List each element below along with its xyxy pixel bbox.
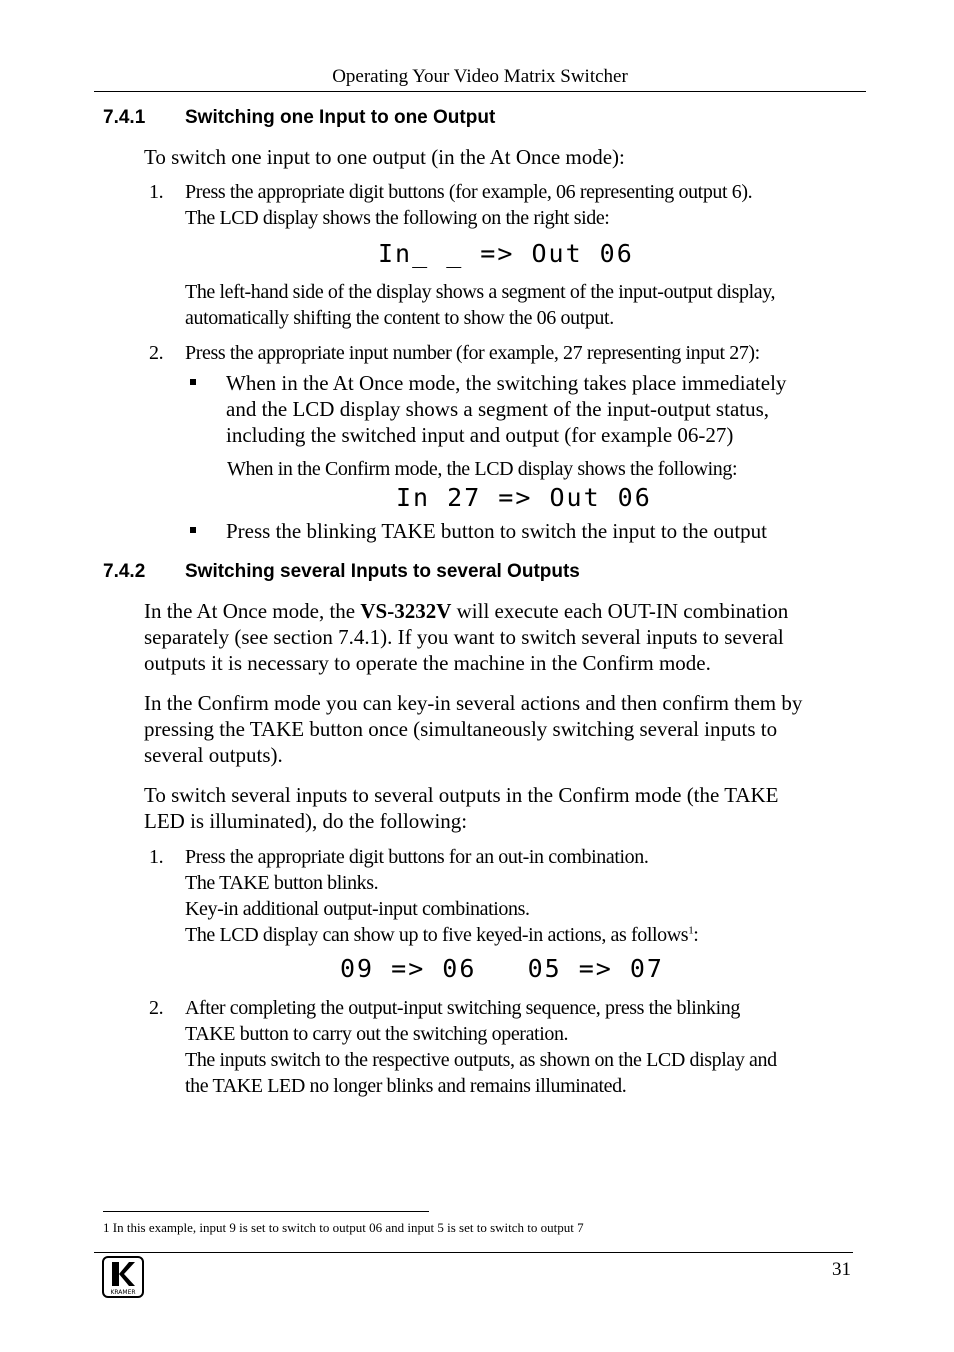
list-marker: 2. bbox=[149, 342, 164, 364]
step-text-line: the TAKE LED no longer blinks and remains illuminated. bbox=[185, 1075, 627, 1097]
paragraph-line: outputs it is necessary to operate the machine in the Confirm mode. bbox=[144, 651, 711, 675]
footnote-divider bbox=[103, 1211, 429, 1212]
lcd-display-example: In 27 => Out 06 bbox=[396, 483, 652, 512]
section-title: Switching one Input to one Output bbox=[185, 107, 496, 128]
section-number: 7.4.2 bbox=[103, 561, 146, 582]
header-divider bbox=[94, 91, 866, 92]
step-text-line: TAKE button to carry out the switching operation. bbox=[185, 1023, 569, 1045]
paragraph-line: In the Confirm mode you can key-in several actions and then confirm them by bbox=[144, 691, 803, 715]
paragraph-line: To switch several inputs to several outputs in the Confirm mode (the TAKE bbox=[144, 783, 779, 807]
step-text-line: The TAKE button blinks. bbox=[185, 872, 379, 894]
text-run: In the At Once mode, the bbox=[144, 599, 361, 623]
confirm-mode-note: When in the Confirm mode, the LCD display shows the following: bbox=[227, 458, 738, 480]
paragraph-several bbox=[144, 782, 864, 834]
list-marker: 1. bbox=[149, 846, 164, 868]
model-name: VS-3232V bbox=[360, 599, 452, 623]
step-text-line: Press the appropriate digit buttons (for example, 06 representing output 6). bbox=[185, 181, 753, 203]
step-text-line: After completing the output-input switching sequence, press the blinking bbox=[185, 997, 740, 1019]
step-text-line: The left-hand side of the display shows a segment of the input-output display, bbox=[185, 281, 776, 303]
paragraph-line: separately (see section 7.4.1). If you want to switch several inputs to several bbox=[144, 625, 784, 649]
step-text-line: automatically shifting the content to show the 06 output. bbox=[185, 307, 614, 329]
section-number: 7.4.1 bbox=[103, 107, 146, 128]
text-run: : bbox=[693, 924, 699, 946]
bullet-text-line: and the LCD display shows a segment of the input-output status, bbox=[226, 397, 770, 421]
logo-text: KRAMER bbox=[110, 1289, 136, 1296]
footnote-reference[interactable]: 1 bbox=[688, 924, 694, 937]
bullet-text-line: When in the At Once mode, the switching takes place immediately bbox=[226, 371, 787, 395]
text-run: will execute each OUT-IN combination bbox=[451, 599, 789, 623]
bullet-text-line: Press the blinking TAKE button to switch the input to the output bbox=[226, 519, 767, 543]
list-marker: 2. bbox=[149, 997, 164, 1019]
paragraph-at-once bbox=[144, 598, 864, 676]
step-text-line: Press the appropriate input number (for example, 27 representing input 27): bbox=[185, 342, 760, 364]
footer-divider bbox=[94, 1252, 853, 1253]
paragraph-line: LED is illuminated), do the following: bbox=[144, 809, 468, 833]
paragraph-line: pressing the TAKE button once (simultaneously switching several inputs to bbox=[144, 717, 778, 741]
step-text-line: Key-in additional output-input combinations. bbox=[185, 898, 530, 920]
kramer-logo-icon bbox=[102, 1256, 144, 1298]
step-text-line: The inputs switch to the respective outputs, as shown on the LCD display and bbox=[185, 1049, 777, 1071]
lcd-display-example: In_ _ => Out 06 bbox=[378, 239, 634, 268]
paragraph-confirm bbox=[144, 690, 864, 768]
step-text-line: Press the appropriate digit buttons for an out-in combination. bbox=[185, 846, 649, 868]
text-run: The LCD display can show up to five keyed-in actions, as follows bbox=[185, 924, 689, 946]
lcd-display-example: 09 => 06 05 => 07 bbox=[340, 954, 664, 983]
bullet-square-icon bbox=[190, 527, 196, 533]
list-marker: 1. bbox=[149, 181, 164, 203]
paragraph-line: several outputs). bbox=[144, 743, 283, 767]
intro-paragraph: To switch one input to one output (in the At Once mode): bbox=[144, 145, 625, 169]
bullet-text-line: including the switched input and output (for example 06-27) bbox=[226, 423, 734, 447]
footnote-text: 1 In this example, input 9 is set to switch to output 06 and input 5 is set to switch to output 7 bbox=[103, 1220, 584, 1235]
step-text-line bbox=[185, 922, 855, 948]
paragraph-line bbox=[144, 598, 864, 624]
bullet-square-icon bbox=[190, 379, 196, 385]
step-text-line: The LCD display shows the following on the right side: bbox=[185, 207, 610, 229]
page-number: 31 bbox=[832, 1259, 851, 1280]
running-header: Operating Your Video Matrix Switcher bbox=[332, 66, 628, 87]
section-title: Switching several Inputs to several Outputs bbox=[185, 561, 580, 582]
